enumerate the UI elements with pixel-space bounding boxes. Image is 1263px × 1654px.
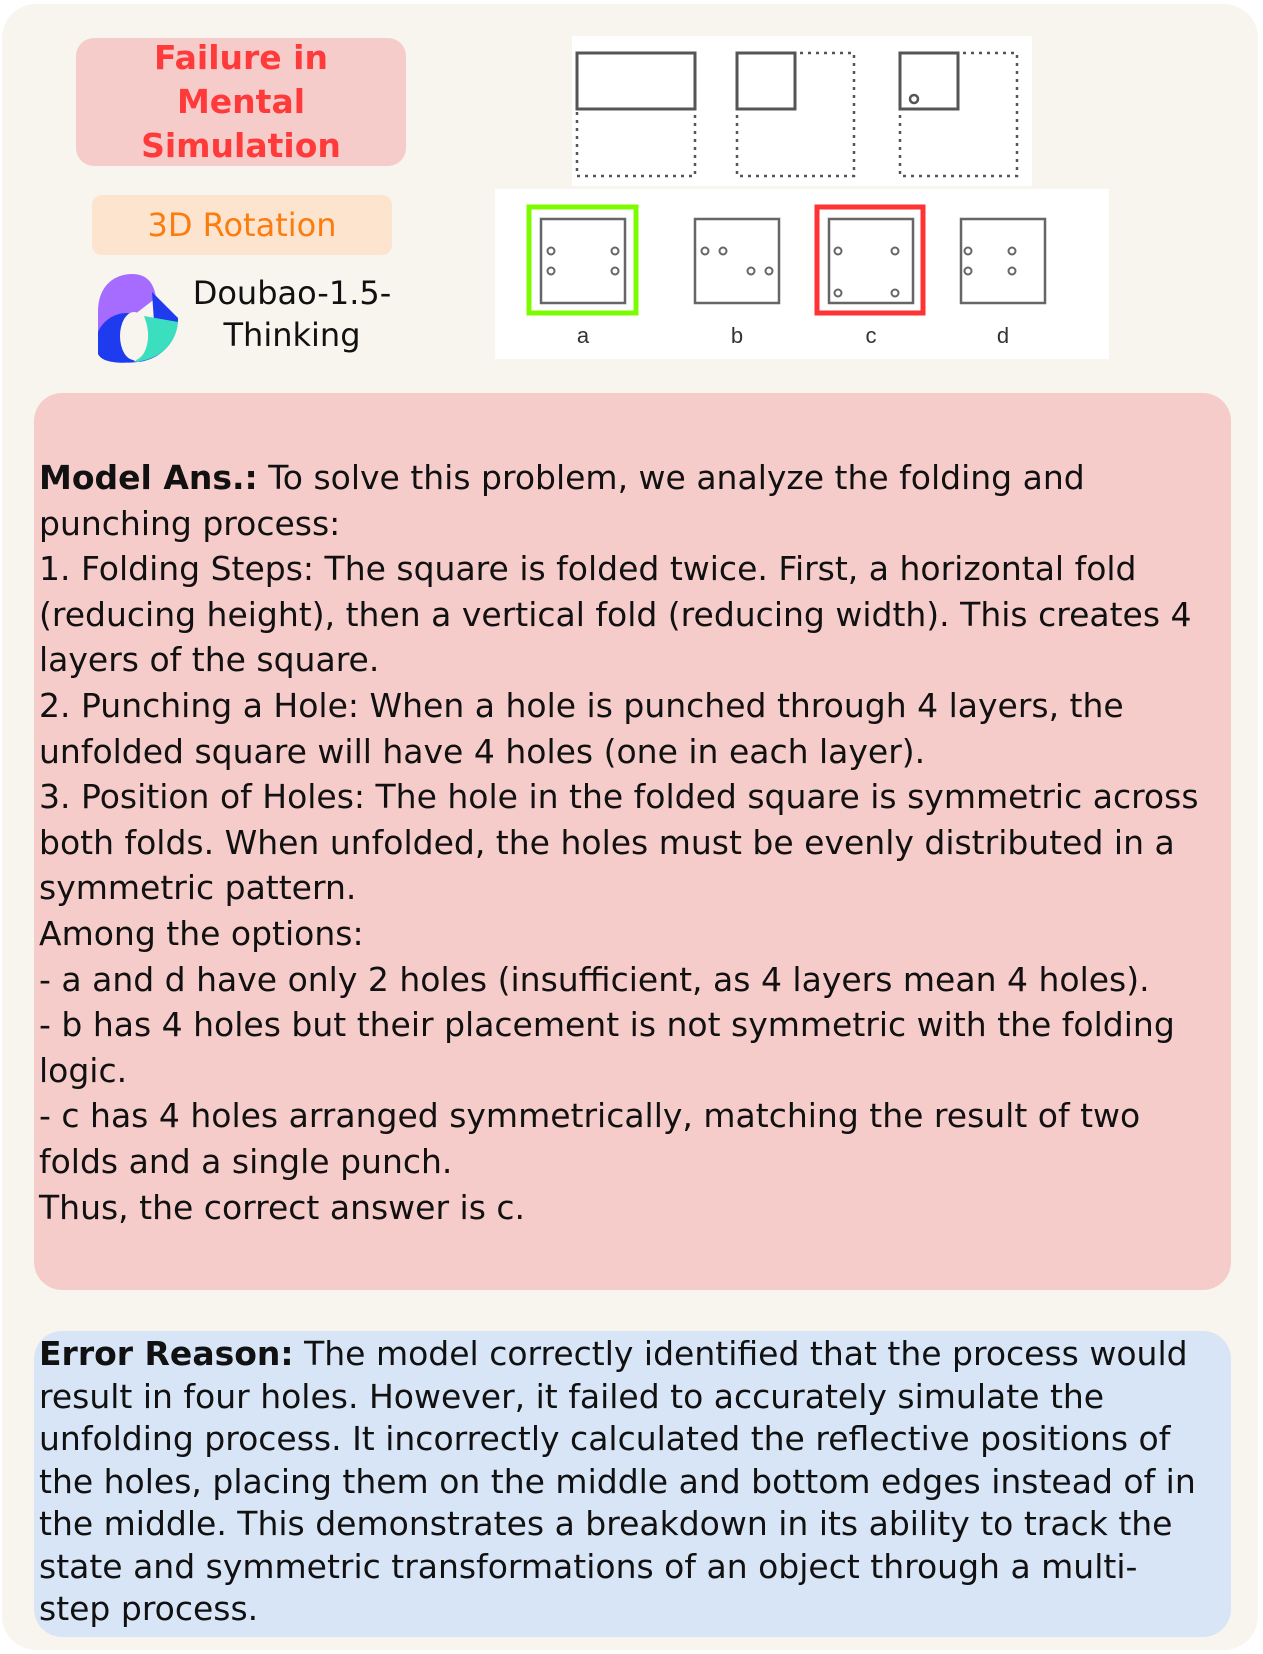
- answer-options-figure: [495, 189, 1109, 359]
- error-line: result in four holes. However, it failed to accurately simulate the: [39, 1376, 1105, 1416]
- answer-line: 2. Punching a Hole: When a hole is punched through 4 layers, the: [39, 685, 1124, 725]
- answer-line: 1. Folding Steps: The square is folded twice. First, a horizontal fold: [39, 549, 1137, 589]
- answer-options-diagram: [495, 189, 1109, 359]
- error-line: state and symmetric transformations of an object through a multi-: [39, 1546, 1138, 1586]
- error-reason-lead: Error Reason:: [39, 1334, 294, 1373]
- answer-line: - a and d have only 2 holes (insufficient, as 4 layers mean 4 holes).: [39, 959, 1150, 999]
- option-c-label: c: [865, 323, 877, 348]
- correct-answer-highlight: [529, 207, 636, 313]
- answer-line: - c has 4 holes arranged symmetrically, matching the result of two: [39, 1096, 1141, 1136]
- option-b[interactable]: [695, 219, 779, 348]
- fold-step-3: [900, 53, 1017, 176]
- folding-steps-figure: [572, 36, 1032, 186]
- category-label: Failure in Mental Simulation: [141, 38, 341, 165]
- answer-line: 3. Position of Holes: The hole in the folded square is symmetric across: [39, 777, 1199, 817]
- fold-step-2: [737, 53, 854, 176]
- answer-line: (reducing height), then a vertical fold (reducing width). This creates 4: [39, 594, 1192, 634]
- answer-line: layers of the square.: [39, 640, 380, 680]
- model-answer-box: [34, 393, 1231, 1290]
- error-reason-box: [34, 1331, 1231, 1637]
- model-name: [182, 272, 402, 356]
- answer-line: folds and a single punch.: [39, 1141, 453, 1181]
- answer-line: symmetric pattern.: [39, 868, 357, 908]
- error-line: the middle. This demonstrates a breakdown in its ability to track the: [39, 1504, 1173, 1543]
- option-c[interactable]: [817, 207, 923, 348]
- answer-line: punching process:: [39, 503, 341, 543]
- error-line: the holes, placing them on the middle and bottom edges instead of in: [39, 1461, 1196, 1501]
- error-line: unfolding process. It incorrectly calculated the reflective positions of: [39, 1419, 1171, 1458]
- model-name-line1: Doubao-1.5-: [192, 274, 392, 312]
- answer-line: unfolded square will have 4 holes (one in each layer).: [39, 731, 926, 771]
- error-line: step process.: [39, 1589, 259, 1628]
- answer-line: - b has 4 holes but their placement is not symmetric with the folding: [39, 1005, 1175, 1045]
- task-badge: [92, 195, 392, 255]
- answer-line: Among the options:: [39, 913, 364, 953]
- folding-steps-diagram: [572, 36, 1032, 186]
- category-badge: [76, 38, 406, 166]
- task-label: 3D Rotation: [147, 206, 337, 244]
- error-line: Error Reason: The model correctly identified that the process would: [39, 1334, 1188, 1373]
- option-a-label: a: [576, 323, 590, 348]
- answer-line: both folds. When unfolded, the holes must be evenly distributed in a: [39, 822, 1175, 862]
- answer-line: Thus, the correct answer is c.: [39, 1187, 526, 1227]
- option-d[interactable]: [961, 219, 1045, 348]
- doubao-logo-icon: [94, 272, 178, 364]
- model-name-line2: Thinking: [223, 316, 361, 354]
- option-b-label: b: [730, 323, 744, 348]
- option-d-label: d: [996, 323, 1010, 348]
- fold-step-1: [577, 53, 695, 176]
- model-choice-highlight: [817, 207, 923, 313]
- model-answer-lead: Model Ans.:: [39, 458, 258, 497]
- answer-line: logic.: [39, 1050, 128, 1090]
- answer-line: Model Ans.: To solve this problem, we analyze the folding and: [39, 458, 1085, 497]
- case-card: [2, 4, 1258, 1650]
- option-a[interactable]: [529, 207, 636, 348]
